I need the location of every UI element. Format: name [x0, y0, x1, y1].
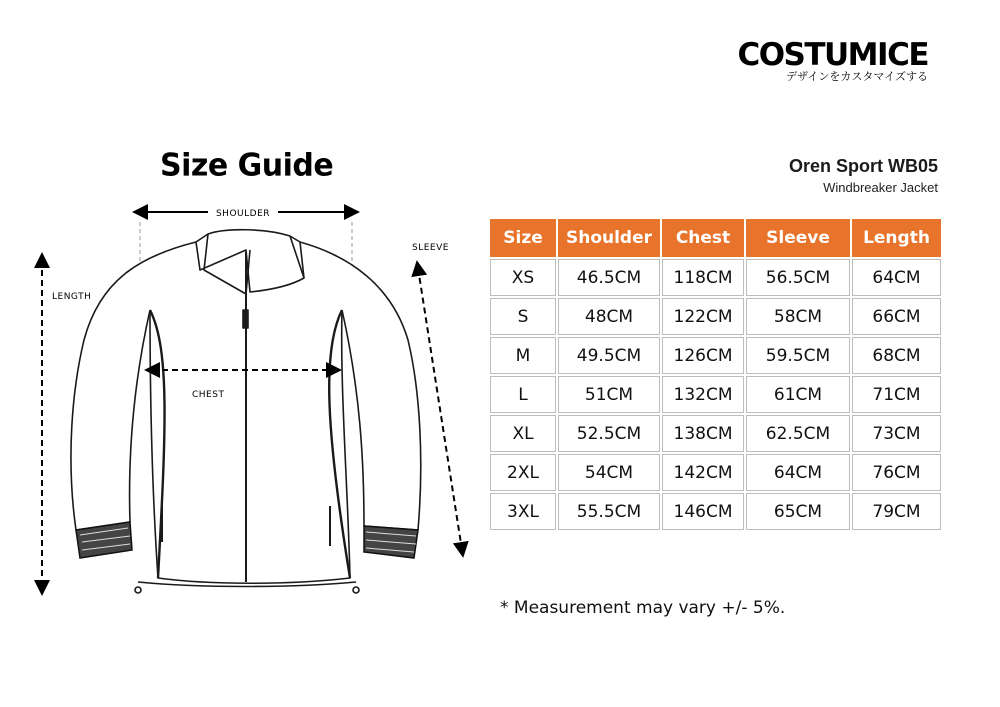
brand-tagline: デザインをカスタマイズする [786, 70, 928, 83]
brand-logo [737, 38, 928, 83]
chest-label: CHEST [192, 390, 225, 400]
cell-length: 76CM [852, 454, 941, 491]
shoulder-label: SHOULDER [215, 209, 271, 219]
cell-shoulder: 55.5CM [558, 493, 660, 530]
cell-chest: 132CM [662, 376, 744, 413]
table-row [490, 337, 941, 374]
cell-length: 73CM [852, 415, 941, 452]
cell-shoulder: 49.5CM [558, 337, 660, 374]
brand-name: COSTUMICE [737, 37, 928, 73]
cell-size: L [490, 376, 556, 413]
header-sleeve: Sleeve [746, 219, 850, 257]
table-header-row [490, 219, 941, 257]
table-row [490, 454, 941, 491]
table-row [490, 493, 941, 530]
header-chest: Chest [662, 219, 744, 257]
table-row [490, 376, 941, 413]
cell-chest: 138CM [662, 415, 744, 452]
cell-size: S [490, 298, 556, 335]
table-row [490, 298, 941, 335]
table-row [490, 259, 941, 296]
jacket-diagram [0, 190, 480, 610]
cell-shoulder: 46.5CM [558, 259, 660, 296]
cell-length: 68CM [852, 337, 941, 374]
cell-size: M [490, 337, 556, 374]
header-shoulder: Shoulder [558, 219, 660, 257]
cell-sleeve: 61CM [746, 376, 850, 413]
page-title: Size Guide [160, 147, 334, 184]
cell-sleeve: 65CM [746, 493, 850, 530]
cell-chest: 126CM [662, 337, 744, 374]
size-table [488, 217, 943, 532]
header-length: Length [852, 219, 941, 257]
measurement-note: * Measurement may vary +/- 5%. [500, 598, 786, 618]
cell-shoulder: 51CM [558, 376, 660, 413]
cell-chest: 122CM [662, 298, 744, 335]
table-row [490, 415, 941, 452]
header-size: Size [490, 219, 556, 257]
cell-length: 64CM [852, 259, 941, 296]
cell-chest: 146CM [662, 493, 744, 530]
cuff-right [364, 526, 418, 558]
sleeve-label: SLEEVE [412, 243, 449, 253]
cell-size: 2XL [490, 454, 556, 491]
cell-shoulder: 52.5CM [558, 415, 660, 452]
length-label: LENGTH [52, 292, 92, 302]
cell-size: XS [490, 259, 556, 296]
cell-sleeve: 64CM [746, 454, 850, 491]
cell-chest: 118CM [662, 259, 744, 296]
cell-sleeve: 56.5CM [746, 259, 850, 296]
cell-sleeve: 59.5CM [746, 337, 850, 374]
cell-size: XL [490, 415, 556, 452]
cell-size: 3XL [490, 493, 556, 530]
product-subtitle: Windbreaker Jacket [823, 180, 938, 195]
cell-shoulder: 54CM [558, 454, 660, 491]
cell-length: 71CM [852, 376, 941, 413]
cell-sleeve: 58CM [746, 298, 850, 335]
cell-length: 79CM [852, 493, 941, 530]
cell-chest: 142CM [662, 454, 744, 491]
cell-shoulder: 48CM [558, 298, 660, 335]
cell-sleeve: 62.5CM [746, 415, 850, 452]
product-name: Oren Sport WB05 [788, 156, 938, 176]
cell-length: 66CM [852, 298, 941, 335]
product-info [789, 154, 938, 198]
